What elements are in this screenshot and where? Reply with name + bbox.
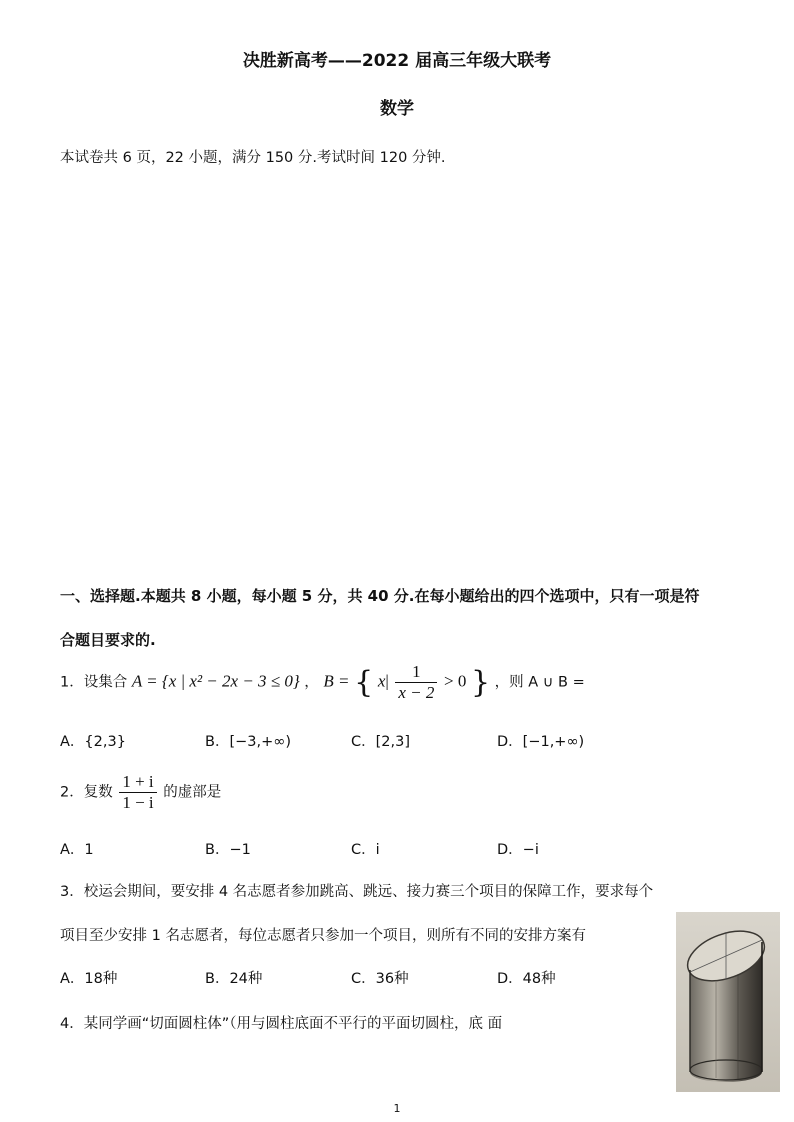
- q1-separator: ，: [304, 674, 319, 691]
- subject-heading: 数学: [380, 99, 414, 119]
- q2-option-a: A．1: [60, 842, 94, 858]
- page-title: 决胜新高考——2022 届高三年级大联考: [242, 51, 552, 71]
- q1-fraction: [395, 662, 437, 703]
- q1-bar: |: [385, 671, 389, 691]
- q3-option-b: B．24种: [205, 971, 263, 987]
- q2-fraction: [119, 772, 156, 813]
- q2-frac-num: 1 + i: [119, 772, 156, 793]
- q1-frac-den: x − 2: [398, 683, 435, 702]
- q1-close-brace: }: [470, 665, 491, 700]
- section-heading-line2: 合题目要求的.: [60, 631, 156, 649]
- q1-option-a: A．{2,3}: [60, 734, 126, 750]
- q1-open-brace: {: [354, 665, 374, 700]
- q2-option-b: B．−1: [205, 842, 251, 858]
- cut-cylinder-sketch: [676, 912, 780, 1092]
- section-heading-line1: 一、选择题.本题共 8 小题，每小题 5 分，共 40 分.在每小题给出的四个选项中，只有一项是符: [60, 587, 700, 605]
- q1-set-b-gt: > 0: [444, 671, 467, 691]
- q1-tail: ，则 A ∪ B =: [494, 674, 585, 691]
- q1-set-b-left: B =: [323, 671, 350, 691]
- q3-option-a: A．18种: [60, 971, 118, 987]
- q1-option-c: C．[2,3]: [351, 734, 410, 750]
- q2-option-d: D．−i: [497, 842, 539, 858]
- q1-set-a: A = {x | x² − 2x − 3 ≤ 0}: [131, 671, 300, 691]
- question-2: [60, 772, 221, 813]
- q2-option-c: C．i: [351, 842, 380, 858]
- q1-frac-num: 1: [395, 662, 437, 683]
- q1-prefix: 1．设集合: [60, 674, 128, 691]
- q1-set-b-x: x: [377, 671, 386, 691]
- q4-line1: 4．某同学画“切面圆柱体”（用与圆柱底面不平行的平面切圆柱，底 面: [60, 1016, 503, 1032]
- q3-option-d: D．48种: [497, 971, 556, 987]
- q2-prefix: 2．复数: [60, 784, 113, 801]
- exam-intro: 本试卷共 6 页，22 小题，满分 150 分.考试时间 120 分钟.: [60, 150, 446, 166]
- page-number: 1: [393, 1102, 401, 1115]
- section-heading: [60, 574, 750, 662]
- question-1: [60, 662, 585, 703]
- q2-frac-den: 1 − i: [122, 793, 154, 812]
- q2-tail: 的虚部是: [163, 784, 222, 801]
- q1-option-b: B．[−3,+∞): [205, 734, 291, 750]
- q3-line2: 项目至少安排 1 名志愿者，每位志愿者只参加一个项目，则所有不同的安排方案有: [60, 928, 586, 944]
- q3-option-c: C．36种: [351, 971, 409, 987]
- q3-line1: 3．校运会期间，要安排 4 名志愿者参加跳高、跳远、接力赛三个项目的保障工作，要求每个: [60, 884, 654, 900]
- q1-option-d: D．[−1,+∞): [497, 734, 585, 750]
